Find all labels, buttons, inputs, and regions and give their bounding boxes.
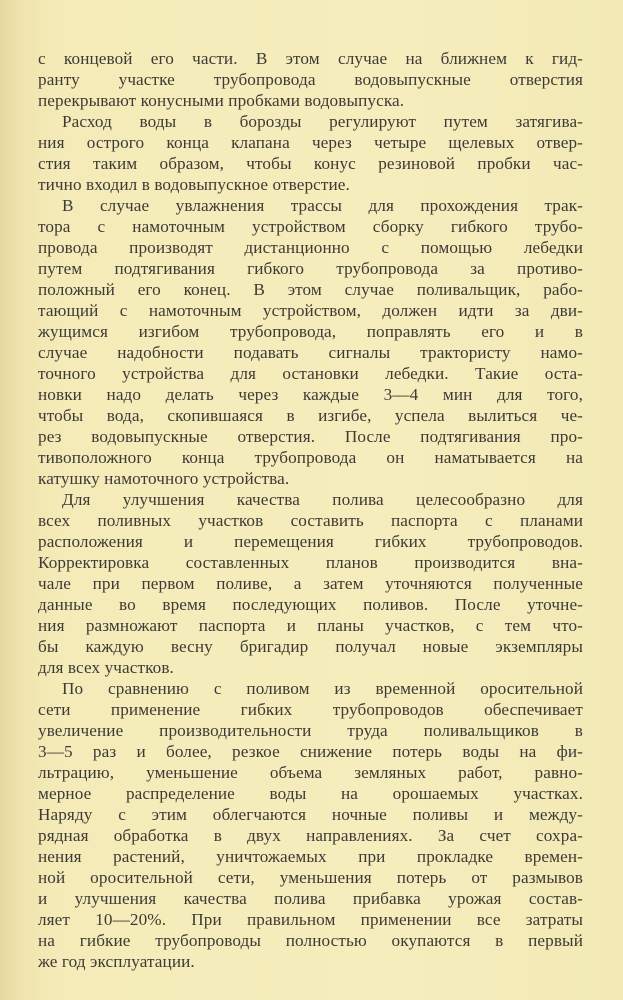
paragraph	[38, 489, 583, 678]
text-line: и улучшения качества полива прибавка урожая состав-	[38, 889, 583, 908]
text-line: чале при первом поливе, а затем уточняются полученные	[38, 574, 583, 593]
text-line: 3—5 раз и более, резкое снижение потерь воды на фи-	[38, 742, 583, 761]
text-line: расположения и перемещения гибких трубопроводов.	[38, 532, 583, 551]
text-line: увеличение производительности труда поливальщиков в	[38, 721, 583, 740]
text-line: нения растений, уничтожаемых при прокладке времен-	[38, 847, 583, 866]
page-body	[38, 48, 583, 972]
text-line: для всех участков.	[38, 658, 174, 677]
text-line: Для улучшения качества полива целесообразно для	[62, 490, 583, 509]
text-line: новки надо делать через каждые 3—4 мин для того,	[38, 385, 583, 404]
text-line: ной оросительной сети, уменьшения потерь от размывов	[38, 868, 583, 887]
text-line: Наряду с этим облегчаются ночные поливы и междy-	[38, 805, 583, 824]
text-line: рез водовыпускные отверстия. После подтягивания про-	[38, 427, 583, 446]
text-line: тично входил в водовыпускное отверстие.	[38, 175, 350, 194]
text-line: По сравнению с поливом из временной оросительной	[62, 679, 583, 698]
text-line: точного устройства для остановки лебедки. Такие оста-	[38, 364, 583, 383]
text-line: случае надобности подавать сигналы трактористу намо-	[38, 343, 583, 362]
text-line: ния острого конца клапана через четыре щелевых отвер-	[38, 133, 583, 152]
text-line: тивоположного конца трубопровода он наматывается на	[38, 448, 583, 467]
paragraph	[38, 678, 583, 972]
text-line: сети применение гибких трубопроводов обеспечивает	[38, 700, 583, 719]
text-line: катушку намоточного устройства.	[38, 469, 290, 488]
text-line: льтрацию, уменьшение объема земляных работ, равно-	[38, 763, 583, 782]
text-line: тающий с намоточным устройством, должен идти за дви-	[38, 301, 583, 320]
text-line: путем подтягивания гибкого трубопровода за противо-	[38, 259, 583, 278]
text-line: же год эксплуатации.	[38, 952, 195, 971]
text-line: бы каждую весну бригадир получал новые экземпляры	[38, 637, 583, 656]
paragraph	[38, 111, 583, 195]
text-line: ния размножают паспорта и планы участков, с тем что-	[38, 616, 583, 635]
text-line: чтобы вода, скопившаяся в изгибе, успела вылиться че-	[38, 406, 583, 425]
text-line: В случае увлажнения трассы для прохождения трак-	[62, 196, 583, 215]
text-line: данные во время последующих поливов. После уточне-	[38, 595, 583, 614]
text-line: ранту участке трубопровода водовыпускные отверстия	[38, 70, 583, 89]
text-line: Корректировка составленных планов производится вна-	[38, 553, 583, 572]
text-line: положный его конец. В этом случае поливальщик, рабо-	[38, 280, 583, 299]
text-line: мерное распределение воды на орошаемых участках.	[38, 784, 583, 803]
paragraph	[38, 48, 583, 111]
text-line: перекрывают конусными пробками водовыпуска.	[38, 91, 405, 110]
text-line: жущимся изгибом трубопровода, поправлять его и в	[38, 322, 583, 341]
text-line: на гибкие трубопроводы полностью окупаются в первый	[38, 931, 583, 950]
text-line: с концевой его части. В этом случае на ближнем к гид-	[38, 49, 583, 68]
text-line: рядная обработка в двух направлениях. За счет сохра-	[38, 826, 583, 845]
text-line: ляет 10—20%. При правильном применении все затраты	[38, 910, 583, 929]
text-line: всех поливных участков составить паспорта с планами	[38, 511, 583, 530]
text-line: тора с намоточным устройством сборку гибкого трубо-	[38, 217, 583, 236]
text-line: провода производят дистанционно с помощью лебедки	[38, 238, 583, 257]
text-line: стия таким образом, чтобы конус резиновой пробки час-	[38, 154, 583, 173]
text-line: Расход воды в борозды регулируют путем затягива-	[62, 112, 583, 131]
paragraph	[38, 195, 583, 489]
